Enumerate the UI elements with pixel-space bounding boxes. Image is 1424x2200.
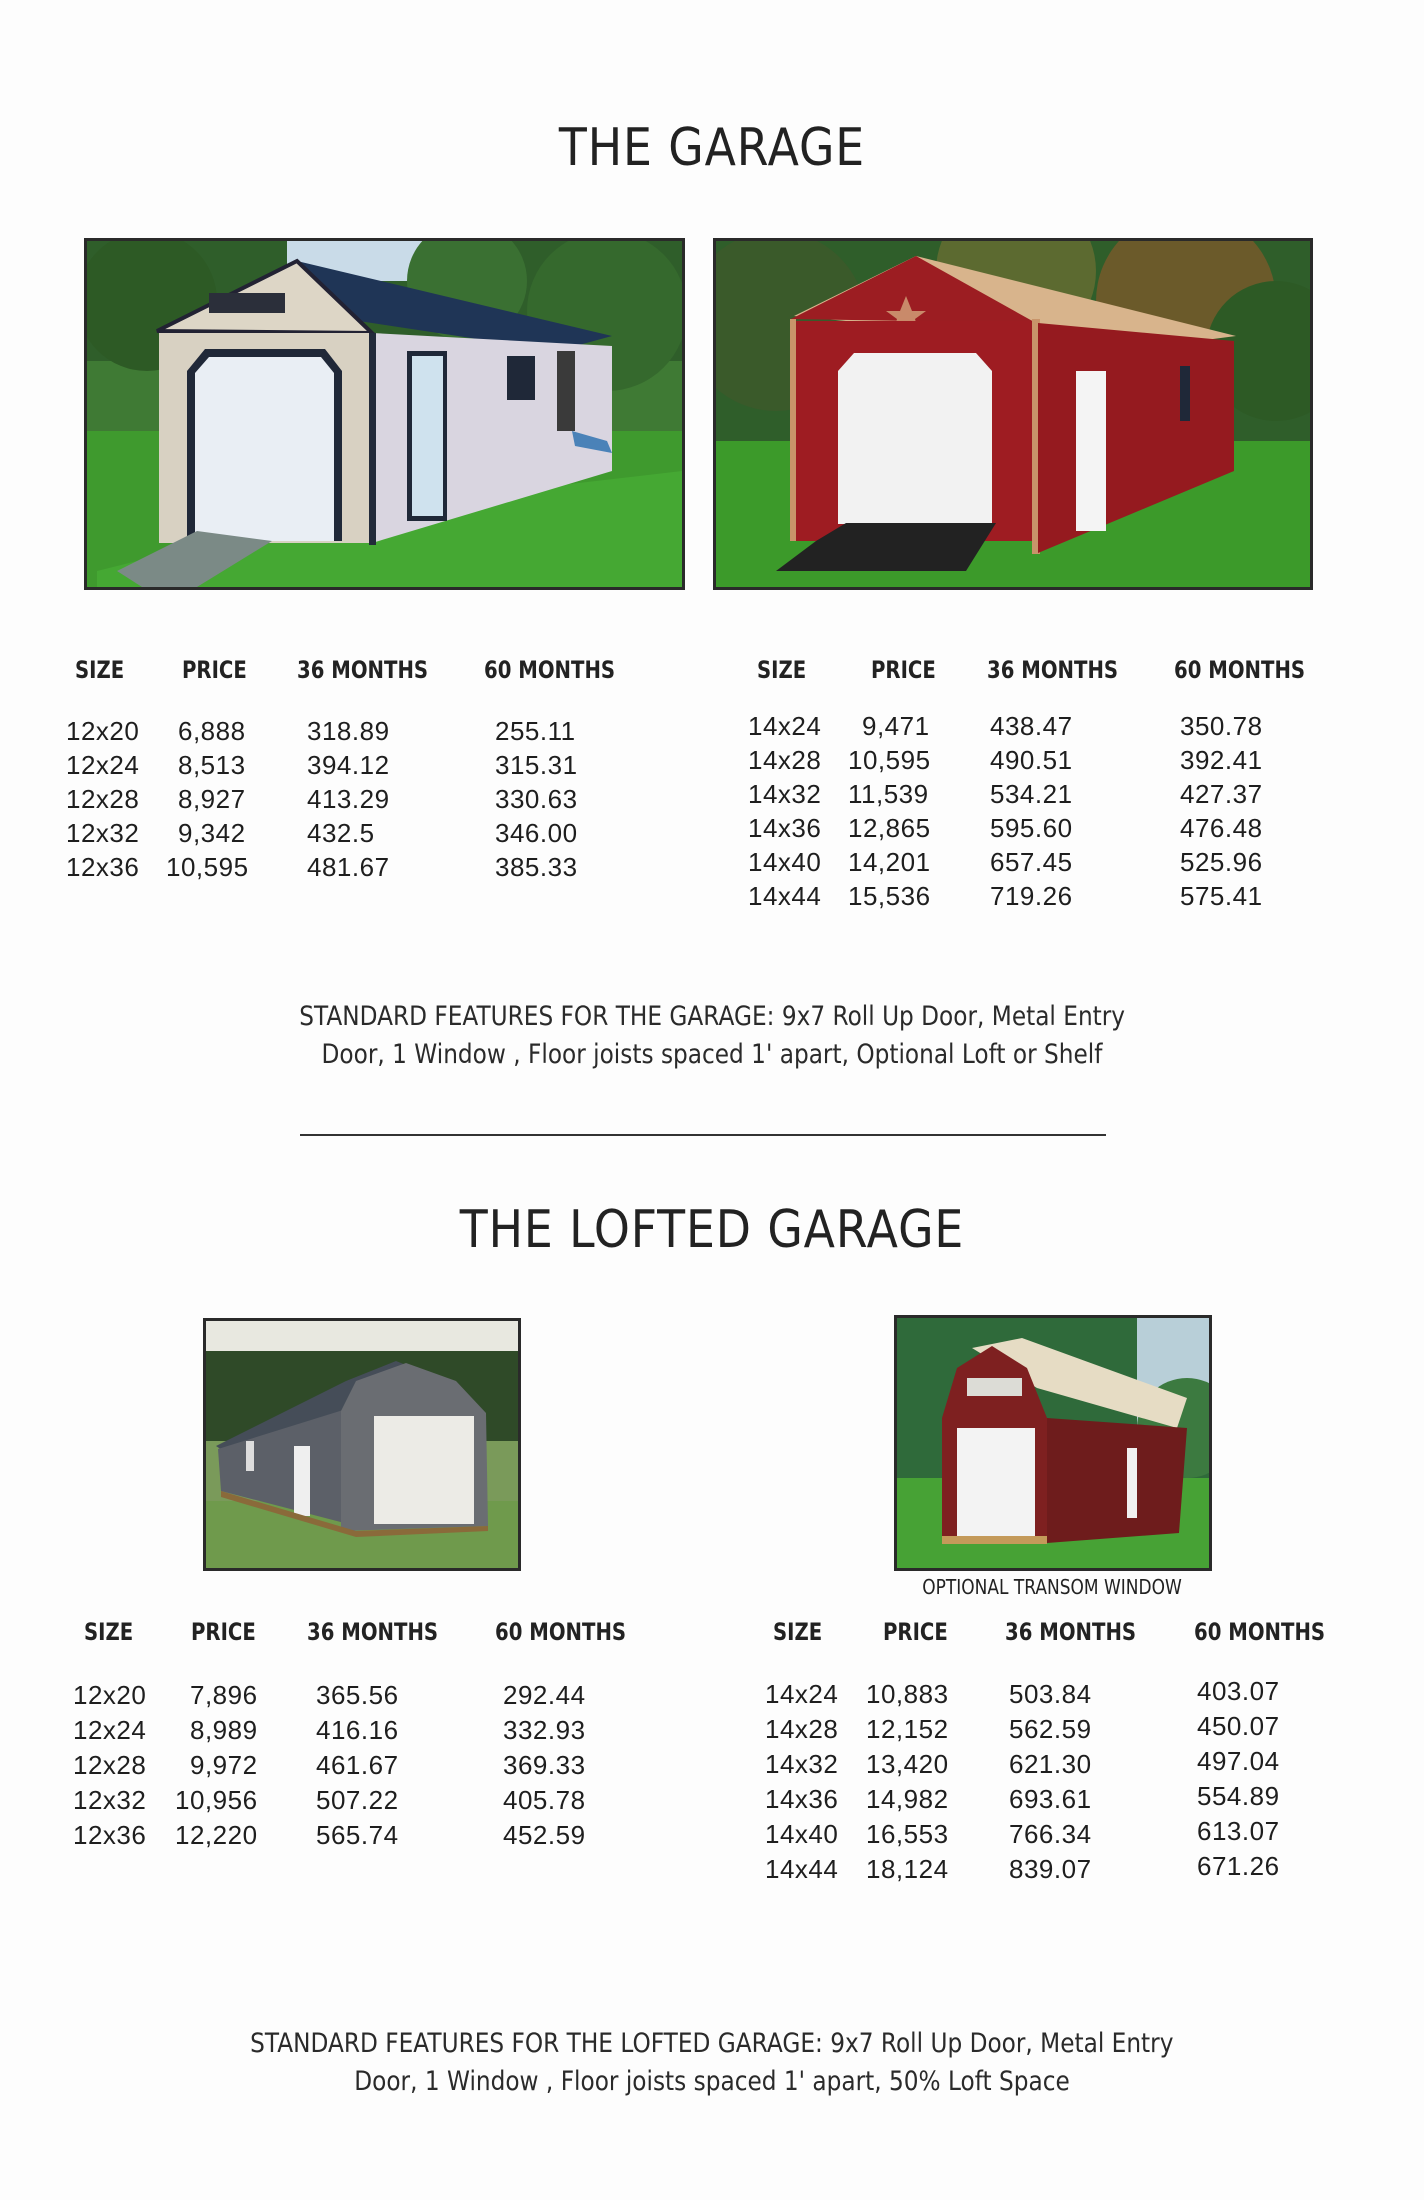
col-header-36-months: 36 MONTHS — [1005, 1618, 1137, 1646]
cell-60-months: 292.44 — [503, 1680, 586, 1710]
cell-60-months: 450.07 — [1197, 1711, 1280, 1741]
page-title-garage: THE GARAGE — [558, 118, 866, 178]
cell-36-months: 438.47 — [990, 711, 1073, 741]
cell-price: 16,553 — [866, 1819, 949, 1849]
col-header-price: PRICE — [871, 656, 936, 684]
cell-60-months: 452.59 — [503, 1820, 586, 1850]
cell-size: 14x28 — [748, 745, 822, 775]
col-header-60-months: 60 MONTHS — [495, 1618, 627, 1646]
cell-size: 12x32 — [66, 818, 140, 848]
cell-36-months: 416.16 — [316, 1715, 399, 1745]
cell-size: 14x36 — [748, 813, 822, 843]
features-line-2: Door, 1 Window , Floor joists spaced 1' apart, Optional Loft or Shelf — [321, 1039, 1103, 1070]
cell-60-months: 671.26 — [1197, 1851, 1280, 1881]
cell-36-months: 365.56 — [316, 1680, 399, 1710]
col-header-36-months: 36 MONTHS — [297, 656, 429, 684]
col-header-60-months: 60 MONTHS — [484, 656, 616, 684]
cell-60-months: 525.96 — [1180, 847, 1263, 877]
cell-36-months: 413.29 — [307, 784, 390, 814]
cell-price: 12,152 — [866, 1714, 949, 1744]
col-header-36-months: 36 MONTHS — [987, 656, 1119, 684]
cell-size: 14x44 — [765, 1854, 839, 1884]
cell-price: 8,989 — [190, 1715, 258, 1745]
cell-size: 12x36 — [73, 1820, 147, 1850]
cell-price: 14,201 — [848, 847, 931, 877]
col-header-size: SIZE — [84, 1618, 134, 1646]
cell-36-months: 719.26 — [990, 881, 1073, 911]
transom-window-caption: OPTIONAL TRANSOM WINDOW — [922, 1575, 1182, 1599]
cell-price: 18,124 — [866, 1854, 949, 1884]
photo-gray-lofted-garage — [203, 1318, 521, 1571]
cell-price: 10,595 — [848, 745, 931, 775]
cell-36-months: 693.61 — [1009, 1784, 1092, 1814]
cell-36-months: 318.89 — [307, 716, 390, 746]
cell-60-months: 332.93 — [503, 1715, 586, 1745]
cell-60-months: 427.37 — [1180, 779, 1263, 809]
cell-36-months: 481.67 — [307, 852, 390, 882]
cell-60-months: 392.41 — [1180, 745, 1263, 775]
col-header-price: PRICE — [191, 1618, 256, 1646]
cell-60-months: 330.63 — [495, 784, 578, 814]
cell-price: 7,896 — [190, 1680, 258, 1710]
cell-60-months: 405.78 — [503, 1785, 586, 1815]
cell-36-months: 657.45 — [990, 847, 1073, 877]
cell-60-months: 369.33 — [503, 1750, 586, 1780]
col-header-price: PRICE — [883, 1618, 948, 1646]
cell-size: 12x28 — [73, 1750, 147, 1780]
cell-price: 12,220 — [175, 1820, 258, 1850]
cell-size: 14x44 — [748, 881, 822, 911]
col-header-price: PRICE — [182, 656, 247, 684]
col-header-60-months: 60 MONTHS — [1194, 1618, 1326, 1646]
cell-36-months: 503.84 — [1009, 1679, 1092, 1709]
cell-36-months: 507.22 — [316, 1785, 399, 1815]
cell-60-months: 315.31 — [495, 750, 578, 780]
cell-36-months: 394.12 — [307, 750, 390, 780]
features-line-1: STANDARD FEATURES FOR THE GARAGE: 9x7 Roll Up Door, Metal Entry — [299, 1001, 1125, 1032]
photo-white-garage — [84, 238, 685, 590]
cell-60-months: 476.48 — [1180, 813, 1263, 843]
cell-price: 15,536 — [848, 881, 931, 911]
cell-price: 8,513 — [178, 750, 246, 780]
cell-size: 14x24 — [765, 1679, 839, 1709]
page-title-lofted-garage: THE LOFTED GARAGE — [459, 1200, 965, 1260]
cell-price: 8,927 — [178, 784, 246, 814]
cell-36-months: 595.60 — [990, 813, 1073, 843]
photo-red-lofted-garage — [894, 1315, 1212, 1571]
cell-price: 9,471 — [862, 711, 930, 741]
cell-size: 14x40 — [748, 847, 822, 877]
cell-60-months: 385.33 — [495, 852, 578, 882]
cell-36-months: 490.51 — [990, 745, 1073, 775]
cell-36-months: 461.67 — [316, 1750, 399, 1780]
cell-size: 12x24 — [66, 750, 140, 780]
section-divider — [300, 1134, 1106, 1136]
cell-36-months: 766.34 — [1009, 1819, 1092, 1849]
lofted-standard-features-cont — [0, 2066, 1424, 2097]
cell-60-months: 255.11 — [495, 716, 576, 746]
cell-36-months: 432.5 — [307, 818, 375, 848]
col-header-60-months: 60 MONTHS — [1174, 656, 1306, 684]
cell-60-months: 350.78 — [1180, 711, 1263, 741]
cell-size: 12x28 — [66, 784, 140, 814]
cell-price: 10,883 — [866, 1679, 949, 1709]
cell-36-months: 562.59 — [1009, 1714, 1092, 1744]
cell-size: 12x24 — [73, 1715, 147, 1745]
cell-size: 14x32 — [765, 1749, 839, 1779]
photo-red-garage — [713, 238, 1313, 590]
cell-size: 14x32 — [748, 779, 822, 809]
cell-price: 13,420 — [866, 1749, 949, 1779]
cell-36-months: 839.07 — [1009, 1854, 1092, 1884]
cell-size: 14x24 — [748, 711, 822, 741]
cell-size: 12x20 — [66, 716, 140, 746]
cell-size: 14x36 — [765, 1784, 839, 1814]
cell-price: 14,982 — [866, 1784, 949, 1814]
cell-60-months: 554.89 — [1197, 1781, 1280, 1811]
cell-36-months: 534.21 — [990, 779, 1073, 809]
lofted-standard-features — [0, 2028, 1424, 2059]
cell-size: 14x28 — [765, 1714, 839, 1744]
col-header-size: SIZE — [773, 1618, 823, 1646]
col-header-36-months: 36 MONTHS — [307, 1618, 439, 1646]
cell-60-months: 613.07 — [1197, 1816, 1280, 1846]
col-header-size: SIZE — [75, 656, 125, 684]
col-header-size: SIZE — [757, 656, 807, 684]
garage-standard-features — [0, 1001, 1424, 1032]
cell-price: 9,342 — [178, 818, 246, 848]
cell-price: 10,956 — [175, 1785, 258, 1815]
cell-price: 9,972 — [190, 1750, 258, 1780]
cell-60-months: 403.07 — [1197, 1676, 1280, 1706]
cell-36-months: 565.74 — [316, 1820, 399, 1850]
cell-price: 6,888 — [178, 716, 246, 746]
cell-60-months: 575.41 — [1180, 881, 1263, 911]
cell-60-months: 497.04 — [1197, 1746, 1280, 1776]
cell-size: 12x32 — [73, 1785, 147, 1815]
features-line-2: Door, 1 Window , Floor joists spaced 1' apart, 50% Loft Space — [354, 2066, 1070, 2097]
cell-size: 12x36 — [66, 852, 140, 882]
garage-standard-features-cont — [0, 1039, 1424, 1070]
cell-size: 14x40 — [765, 1819, 839, 1849]
cell-price: 12,865 — [848, 813, 931, 843]
cell-60-months: 346.00 — [495, 818, 578, 848]
cell-price: 10,595 — [166, 852, 249, 882]
cell-price: 11,539 — [848, 779, 929, 809]
cell-36-months: 621.30 — [1009, 1749, 1092, 1779]
features-line-1: STANDARD FEATURES FOR THE LOFTED GARAGE: 9x7 Roll Up Door, Metal Entry — [250, 2028, 1174, 2059]
cell-size: 12x20 — [73, 1680, 147, 1710]
